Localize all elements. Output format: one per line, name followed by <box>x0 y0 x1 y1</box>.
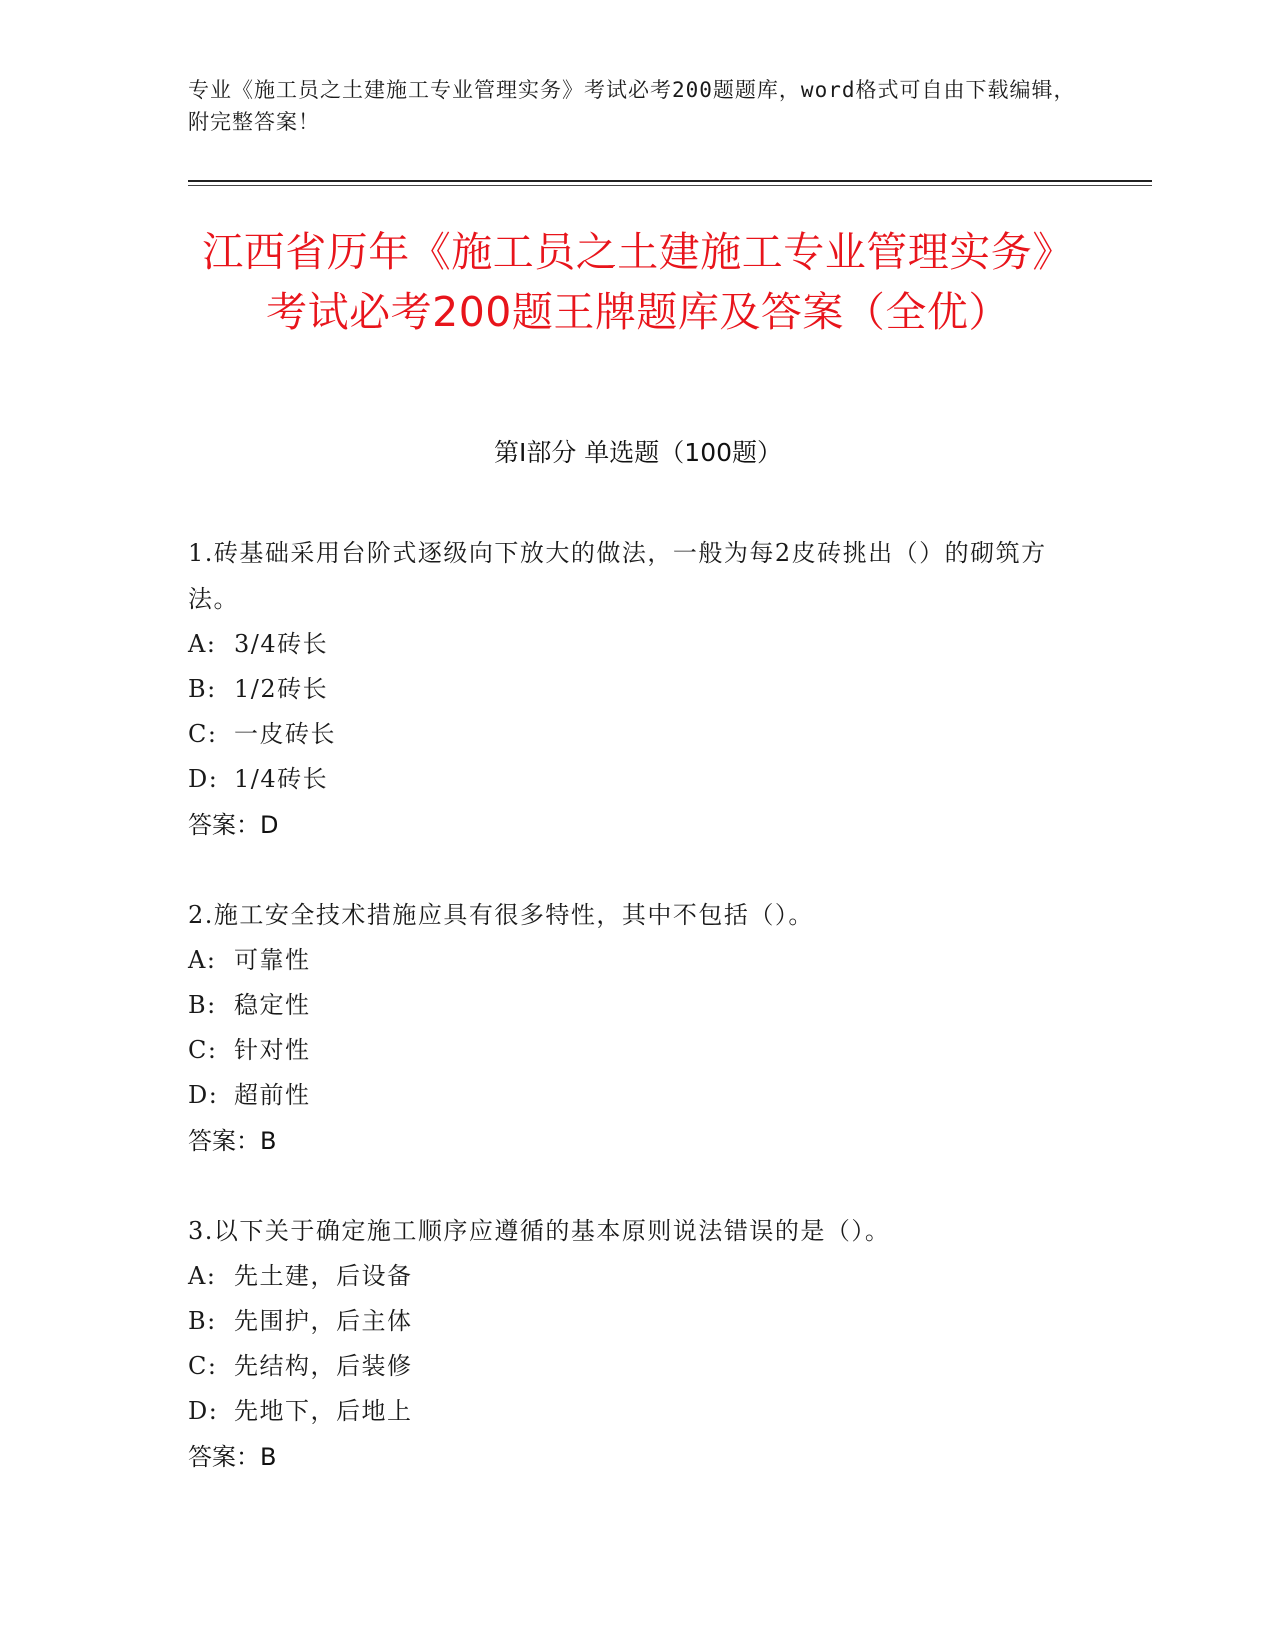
option-b <box>188 1299 1088 1344</box>
option-text: 针对性 <box>234 1036 311 1064</box>
option-letter: A: <box>188 1262 217 1290</box>
header-note: 专业《施工员之土建施工专业管理实务》考试必考200题题库，word格式可自由下载编辑，附完整答案！ <box>188 78 1076 134</box>
question-3 <box>188 1208 1088 1480</box>
answer-label: 答案： <box>188 811 260 839</box>
option-b <box>188 667 1088 712</box>
option-letter: A: <box>188 946 217 974</box>
option-a <box>188 938 1088 983</box>
answer-value: B <box>260 1443 277 1471</box>
option-text: 1/2砖长 <box>234 675 329 703</box>
document-title: 江西省历年《施工员之土建施工专业管理实务》考试必考200题王牌题库及答案（全优） <box>202 228 1074 336</box>
answer-line <box>188 1118 1088 1164</box>
option-a <box>188 622 1088 667</box>
option-text: 稳定性 <box>234 991 311 1019</box>
option-text: 先土建，后设备 <box>234 1262 413 1290</box>
option-text: 先地下，后地上 <box>234 1397 413 1425</box>
question-text: 3.以下关于确定施工顺序应遵循的基本原则说法错误的是（）。 <box>188 1217 891 1245</box>
question-text: 1.砖基础采用台阶式逐级向下放大的做法，一般为每2皮砖挑出（）的砌筑方法。 <box>188 539 1047 613</box>
answer-line <box>188 802 1088 848</box>
header-rule-thin <box>188 185 1152 186</box>
option-letter: D: <box>188 1397 219 1425</box>
option-text: 一皮砖长 <box>234 720 336 748</box>
answer-value: B <box>260 1127 277 1155</box>
option-letter: C: <box>188 1352 218 1380</box>
question-2 <box>188 892 1088 1164</box>
option-c <box>188 1028 1088 1073</box>
option-letter: B: <box>188 1307 217 1335</box>
answer-line <box>188 1434 1088 1480</box>
option-letter: B: <box>188 991 217 1019</box>
answer-label: 答案： <box>188 1127 260 1155</box>
option-letter: D: <box>188 1081 219 1109</box>
question-text: 2.施工安全技术措施应具有很多特性，其中不包括（）。 <box>188 901 814 929</box>
option-c <box>188 712 1088 757</box>
option-a <box>188 1254 1088 1299</box>
option-letter: B: <box>188 675 217 703</box>
question-1 <box>188 530 1088 848</box>
option-letter: D: <box>188 765 219 793</box>
option-text: 1/4砖长 <box>234 765 329 793</box>
section-title: 第I部分 单选题（100题） <box>493 438 783 467</box>
option-letter: C: <box>188 720 218 748</box>
question-list <box>188 530 1088 1524</box>
option-d <box>188 1389 1088 1434</box>
option-d <box>188 757 1088 802</box>
option-letter: A: <box>188 630 217 658</box>
option-c <box>188 1344 1088 1389</box>
answer-label: 答案： <box>188 1443 260 1471</box>
option-b <box>188 983 1088 1028</box>
option-text: 先围护，后主体 <box>234 1307 413 1335</box>
option-d <box>188 1073 1088 1118</box>
answer-value: D <box>260 811 279 839</box>
option-text: 超前性 <box>234 1081 311 1109</box>
option-text: 3/4砖长 <box>234 630 329 658</box>
option-text: 先结构，后装修 <box>234 1352 413 1380</box>
option-text: 可靠性 <box>234 946 311 974</box>
header-rule-thick <box>188 180 1152 182</box>
option-letter: C: <box>188 1036 218 1064</box>
